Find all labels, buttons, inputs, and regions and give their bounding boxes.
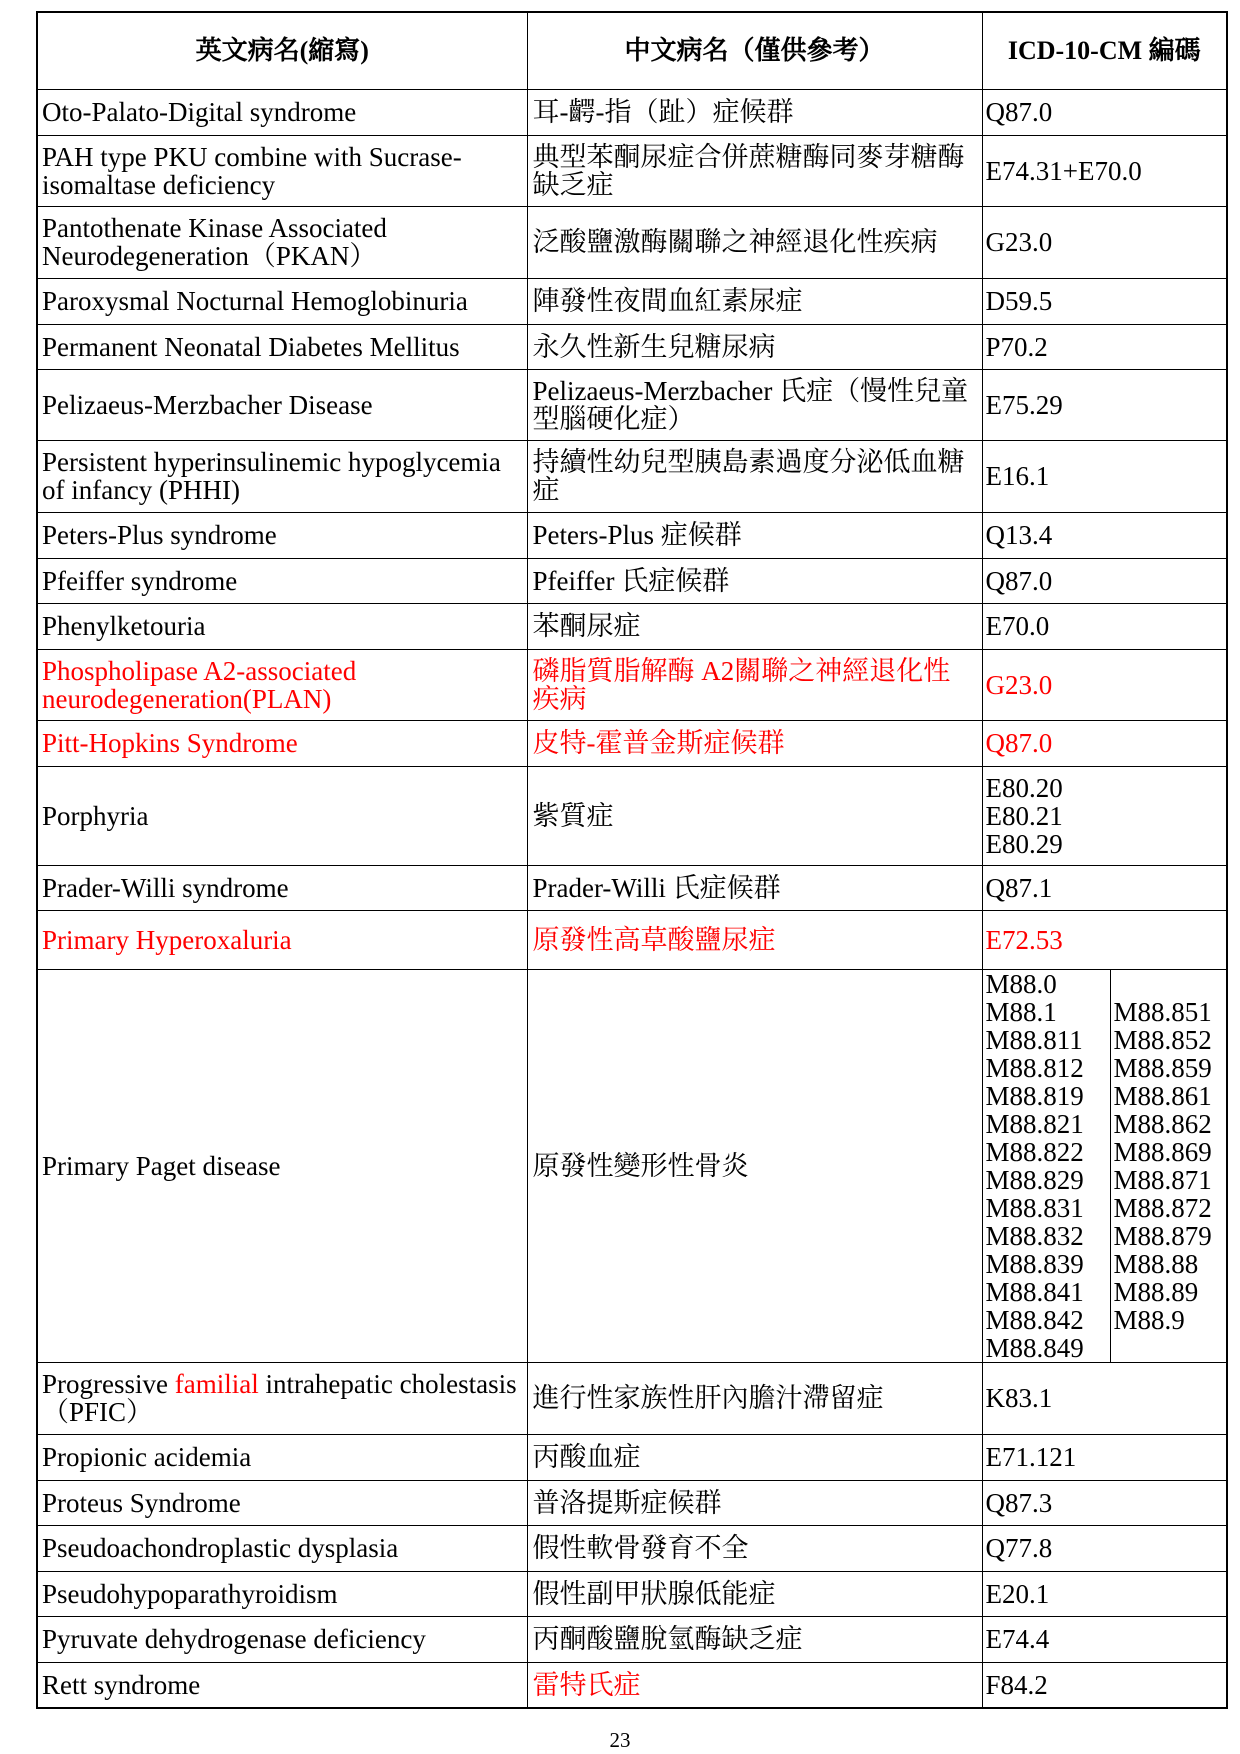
icd-code-line: Q77.8 (985, 1533, 1053, 1563)
icd-code-columns (983, 970, 1227, 1362)
chinese-name-cell (527, 720, 982, 766)
icd-code-line: E74.4 (985, 1624, 1050, 1654)
icd-code-line: E74.31+E70.0 (985, 155, 1142, 186)
icd-code-line: Q13.4 (985, 520, 1053, 550)
icd-code-line: Q87.0 (985, 728, 1053, 758)
icd-code-line: M88.861 (1113, 1080, 1212, 1111)
icd-code-line: M88.841 (985, 1276, 1084, 1307)
icd-code-line: M88.869 (1113, 1136, 1212, 1167)
icd-code-cell (982, 278, 1227, 324)
chinese-name-cell (527, 649, 982, 720)
table-row (37, 512, 1227, 558)
icd-code-line: M88.872 (1113, 1192, 1212, 1223)
chinese-name-line: 持續性幼兒型胰島素過度分泌低血糖 (532, 447, 965, 477)
english-name-line: Proteus Syndrome (42, 1487, 241, 1518)
icd-code-line: E16.1 (985, 461, 1050, 491)
english-name-line: Rett syndrome (42, 1669, 201, 1700)
icd-code-cell (982, 558, 1227, 603)
table-row (37, 440, 1227, 512)
english-name-cell (37, 369, 527, 440)
header-english-name-label: 英文病名(縮寫) (195, 35, 369, 65)
english-name-cell (37, 865, 527, 910)
chinese-name-cell (527, 910, 982, 969)
english-name-cell (37, 440, 527, 512)
icd-code-line: F84.2 (985, 1669, 1048, 1700)
english-name-line: Primary Paget disease (42, 1150, 281, 1181)
english-name-line: Phenylketouria (42, 611, 206, 641)
icd-code-cell (982, 1662, 1227, 1708)
english-name-cell (37, 324, 527, 369)
chinese-name-cell (527, 135, 982, 206)
chinese-name-line: 型腦硬化症） (532, 403, 695, 434)
english-name-line: isomaltase deficiency (42, 169, 276, 200)
icd-code-line: Q87.3 (985, 1487, 1053, 1518)
chinese-name-cell (527, 1662, 982, 1708)
table-row (37, 558, 1227, 603)
english-name-cell (37, 135, 527, 206)
english-name-line: Pyruvate dehydrogenase deficiency (42, 1624, 426, 1654)
icd-code-cell (982, 649, 1227, 720)
icd-code-line: M88.9 (1113, 1304, 1185, 1335)
english-name-cell (37, 1571, 527, 1616)
chinese-name-cell (527, 324, 982, 369)
icd-code-line: E72.53 (985, 924, 1063, 955)
english-name-line: Pelizaeus-Merzbacher Disease (42, 389, 373, 420)
icd-code-line: M88.852 (1113, 1024, 1212, 1055)
english-name-cell (37, 720, 527, 766)
english-name-line: Pseudohypoparathyroidism (42, 1578, 338, 1609)
icd-code-line: M88.831 (985, 1192, 1084, 1223)
english-name-line: neurodegeneration(PLAN) (42, 683, 332, 714)
chinese-name-cell (527, 89, 982, 135)
english-name-segment: intrahepatic cholestasis (258, 1369, 517, 1399)
chinese-name-cell (527, 278, 982, 324)
chinese-name-line: Peters-Plus 症候群 (532, 520, 742, 550)
icd-code-cell (982, 603, 1227, 649)
icd-code-cell (982, 1616, 1227, 1662)
icd-code-line: M88.0 (985, 969, 1057, 999)
icd-code-line: M88.822 (985, 1136, 1084, 1167)
table-row (37, 206, 1227, 278)
table-row (37, 324, 1227, 369)
english-name-line: Pantothenate Kinase Associated (42, 213, 387, 243)
chinese-name-line: 症 (532, 475, 560, 505)
chinese-name-cell (527, 440, 982, 512)
english-name-cell (37, 766, 527, 865)
table-header-row (37, 12, 1227, 89)
chinese-name-line: 普洛提斯症候群 (532, 1487, 722, 1518)
english-name-line: Phospholipase A2-associated (42, 655, 357, 686)
english-name-line: Peters-Plus syndrome (42, 520, 277, 550)
english-name-cell (37, 89, 527, 135)
icd-code-cell (982, 1434, 1227, 1480)
english-name-line: Persistent hyperinsulinemic hypoglycemia (42, 447, 501, 477)
icd-code-cell (982, 766, 1227, 865)
table-row (37, 278, 1227, 324)
header-english-name (37, 12, 527, 89)
english-name-line: PAH type PKU combine with Sucrase- (42, 141, 462, 172)
english-name-cell (37, 603, 527, 649)
icd-code-cell (982, 206, 1227, 278)
chinese-name-cell (527, 865, 982, 910)
icd-code-line: Q87.1 (985, 872, 1053, 903)
english-name-line: Paroxysmal Nocturnal Hemoglobinuria (42, 286, 468, 316)
table-row (37, 865, 1227, 910)
english-name-line: Pseudoachondroplastic dysplasia (42, 1533, 399, 1563)
icd-code-cell (982, 135, 1227, 206)
icd-code-line: M88.839 (985, 1248, 1084, 1279)
icd-code-line: M88.851 (1113, 996, 1212, 1027)
english-name-cell (37, 1616, 527, 1662)
header-icd-code-label: ICD-10-CM 編碼 (1007, 35, 1201, 65)
header-chinese-name-label: 中文病名（僅供參考） (624, 35, 885, 65)
icd-code-cell (982, 324, 1227, 369)
icd-code-cell (982, 969, 1227, 1362)
icd-code-line: E80.20 (985, 772, 1063, 803)
table-row (37, 910, 1227, 969)
table-row (37, 766, 1227, 865)
english-name-cell (37, 1434, 527, 1480)
english-name-line: Pfeiffer syndrome (42, 565, 238, 596)
english-name-cell (37, 512, 527, 558)
icd-code-cell (982, 1525, 1227, 1571)
english-name-cell (37, 649, 527, 720)
header-icd-code (982, 12, 1227, 89)
chinese-name-line: 雷特氏症 (532, 1669, 641, 1700)
icd-code-cell (982, 89, 1227, 135)
english-name-cell (37, 558, 527, 603)
chinese-name-cell (527, 969, 982, 1362)
icd-code-cell (982, 512, 1227, 558)
icd-code-line: M88.859 (1113, 1052, 1212, 1083)
table-row (37, 1662, 1227, 1708)
english-name-cell (37, 1525, 527, 1571)
english-name-cell (37, 1480, 527, 1525)
chinese-name-line: 假性副甲狀腺低能症 (532, 1578, 776, 1609)
icd-code-line: E75.29 (985, 389, 1063, 420)
chinese-name-line: 假性軟骨發育不全 (532, 1533, 749, 1563)
icd-code-line: E20.1 (985, 1578, 1050, 1609)
english-name-segment: familial (174, 1369, 259, 1399)
table-row (37, 969, 1227, 1362)
icd-code-cell (982, 1480, 1227, 1525)
icd-code-line: M88.832 (985, 1220, 1084, 1251)
chinese-name-line: 進行性家族性肝內膽汁滯留症 (532, 1383, 884, 1413)
chinese-name-line: Pfeiffer 氏症候群 (532, 565, 730, 596)
chinese-name-cell (527, 766, 982, 865)
english-name-line: （PFIC） (42, 1397, 154, 1427)
chinese-name-cell (527, 1616, 982, 1662)
icd-code-line: M88.842 (985, 1304, 1084, 1335)
chinese-name-cell (527, 558, 982, 603)
table-row (37, 720, 1227, 766)
chinese-name-cell (527, 1434, 982, 1480)
chinese-name-line: 丙酮酸鹽脫氫酶缺乏症 (532, 1624, 803, 1654)
english-name-line: Pitt-Hopkins Syndrome (42, 728, 298, 758)
chinese-name-line: 永久性新生兒糖尿病 (532, 331, 776, 362)
table-row (37, 135, 1227, 206)
icd-code-line: Q87.0 (985, 97, 1053, 127)
icd-code-line: M88.879 (1113, 1220, 1212, 1251)
chinese-name-line: 磷脂質脂解酶 A2關聯之神經退化性 (532, 655, 951, 686)
table-row (37, 1571, 1227, 1616)
icd-code-line: Q87.0 (985, 565, 1053, 596)
icd-code-cell (982, 865, 1227, 910)
table-body (37, 89, 1227, 1708)
english-name-line: Permanent Neonatal Diabetes Mellitus (42, 331, 460, 362)
icd-code-subcolumn (1111, 970, 1227, 1362)
english-name-line: Porphyria (42, 800, 149, 831)
icd-code-line: E80.21 (985, 800, 1063, 831)
english-name-cell (37, 206, 527, 278)
table-row (37, 603, 1227, 649)
header-chinese-name (527, 12, 982, 89)
icd-code-line: M88.862 (1113, 1108, 1212, 1139)
chinese-name-line: Prader-Willi 氏症候群 (532, 872, 781, 903)
icd-code-line: D59.5 (985, 286, 1053, 316)
icd-code-line: M88.871 (1113, 1164, 1212, 1195)
icd-code-line: M88.849 (985, 1332, 1084, 1362)
icd-code-subcolumn (983, 970, 1111, 1362)
icd-code-cell (982, 1362, 1227, 1434)
table-row (37, 1434, 1227, 1480)
chinese-name-line: Pelizaeus-Merzbacher 氏症（慢性兒童 (532, 375, 969, 406)
icd-code-line: E71.121 (985, 1442, 1077, 1472)
chinese-name-line: 原發性高草酸鹽尿症 (532, 924, 776, 955)
icd-code-line: M88.819 (985, 1080, 1084, 1111)
icd-code-cell (982, 440, 1227, 512)
chinese-name-line: 耳-齶-指（趾）症候群 (532, 97, 794, 127)
page-number: 23 (609, 1728, 631, 1752)
english-name-segment: Progressive (42, 1369, 175, 1399)
icd-code-line: M88.1 (985, 996, 1057, 1027)
table-row (37, 649, 1227, 720)
icd-code-line: E80.29 (985, 828, 1063, 859)
chinese-name-line: 紫質症 (532, 800, 614, 831)
chinese-name-cell (527, 512, 982, 558)
chinese-name-line: 泛酸鹽激酶關聯之神經退化性疾病 (532, 227, 938, 257)
table-row (37, 89, 1227, 135)
chinese-name-cell (527, 369, 982, 440)
icd-code-line: M88.811 (985, 1024, 1083, 1055)
english-name-line: Primary Hyperoxaluria (42, 924, 292, 955)
english-name-cell (37, 1362, 527, 1434)
table-row (37, 1480, 1227, 1525)
chinese-name-line: 苯酮尿症 (532, 611, 641, 641)
table-row (37, 1525, 1227, 1571)
icd-code-cell (982, 910, 1227, 969)
table-row (37, 1616, 1227, 1662)
english-name-line: of infancy (PHHI) (42, 475, 240, 505)
english-name-line: Propionic acidemia (42, 1442, 252, 1472)
chinese-name-line: 疾病 (532, 683, 587, 714)
chinese-name-cell (527, 1571, 982, 1616)
table-row (37, 369, 1227, 440)
english-name-line (42, 1370, 524, 1398)
icd-code-cell (982, 1571, 1227, 1616)
english-name-cell (37, 910, 527, 969)
chinese-name-line: 皮特-霍普金斯症候群 (532, 728, 785, 758)
chinese-name-cell (527, 1480, 982, 1525)
icd-code-line: G23.0 (985, 669, 1053, 700)
chinese-name-line: 丙酸血症 (532, 1442, 641, 1472)
icd-code-line: E70.0 (985, 611, 1050, 641)
english-name-line: Oto-Palato-Digital syndrome (42, 97, 357, 127)
english-name-line: Prader-Willi syndrome (42, 872, 289, 903)
chinese-name-cell (527, 206, 982, 278)
english-name-cell (37, 1662, 527, 1708)
english-name-cell (37, 969, 527, 1362)
icd-code-line: M88.829 (985, 1164, 1084, 1195)
english-name-cell (37, 278, 527, 324)
chinese-name-line: 典型苯酮尿症合併蔗糖酶同麥芽糖酶 (532, 141, 965, 172)
icd-code-line: K83.1 (985, 1383, 1053, 1413)
icd-code-line: M88.821 (985, 1108, 1084, 1139)
chinese-name-line: 陣發性夜間血紅素尿症 (532, 286, 803, 316)
chinese-name-line: 原發性變形性骨炎 (532, 1150, 749, 1181)
chinese-name-cell (527, 1525, 982, 1571)
icd-code-cell (982, 720, 1227, 766)
rare-disease-icd-table (36, 11, 1228, 1709)
icd-code-line: G23.0 (985, 227, 1053, 257)
table-row (37, 1362, 1227, 1434)
icd-code-line: P70.2 (985, 331, 1048, 362)
icd-code-line: M88.812 (985, 1052, 1084, 1083)
icd-code-cell (982, 369, 1227, 440)
chinese-name-line: 缺乏症 (532, 169, 614, 200)
chinese-name-cell (527, 603, 982, 649)
chinese-name-cell (527, 1362, 982, 1434)
english-name-line: Neurodegeneration（PKAN） (42, 241, 377, 271)
icd-code-line: M88.88 (1113, 1248, 1199, 1279)
icd-code-line: M88.89 (1113, 1276, 1199, 1307)
